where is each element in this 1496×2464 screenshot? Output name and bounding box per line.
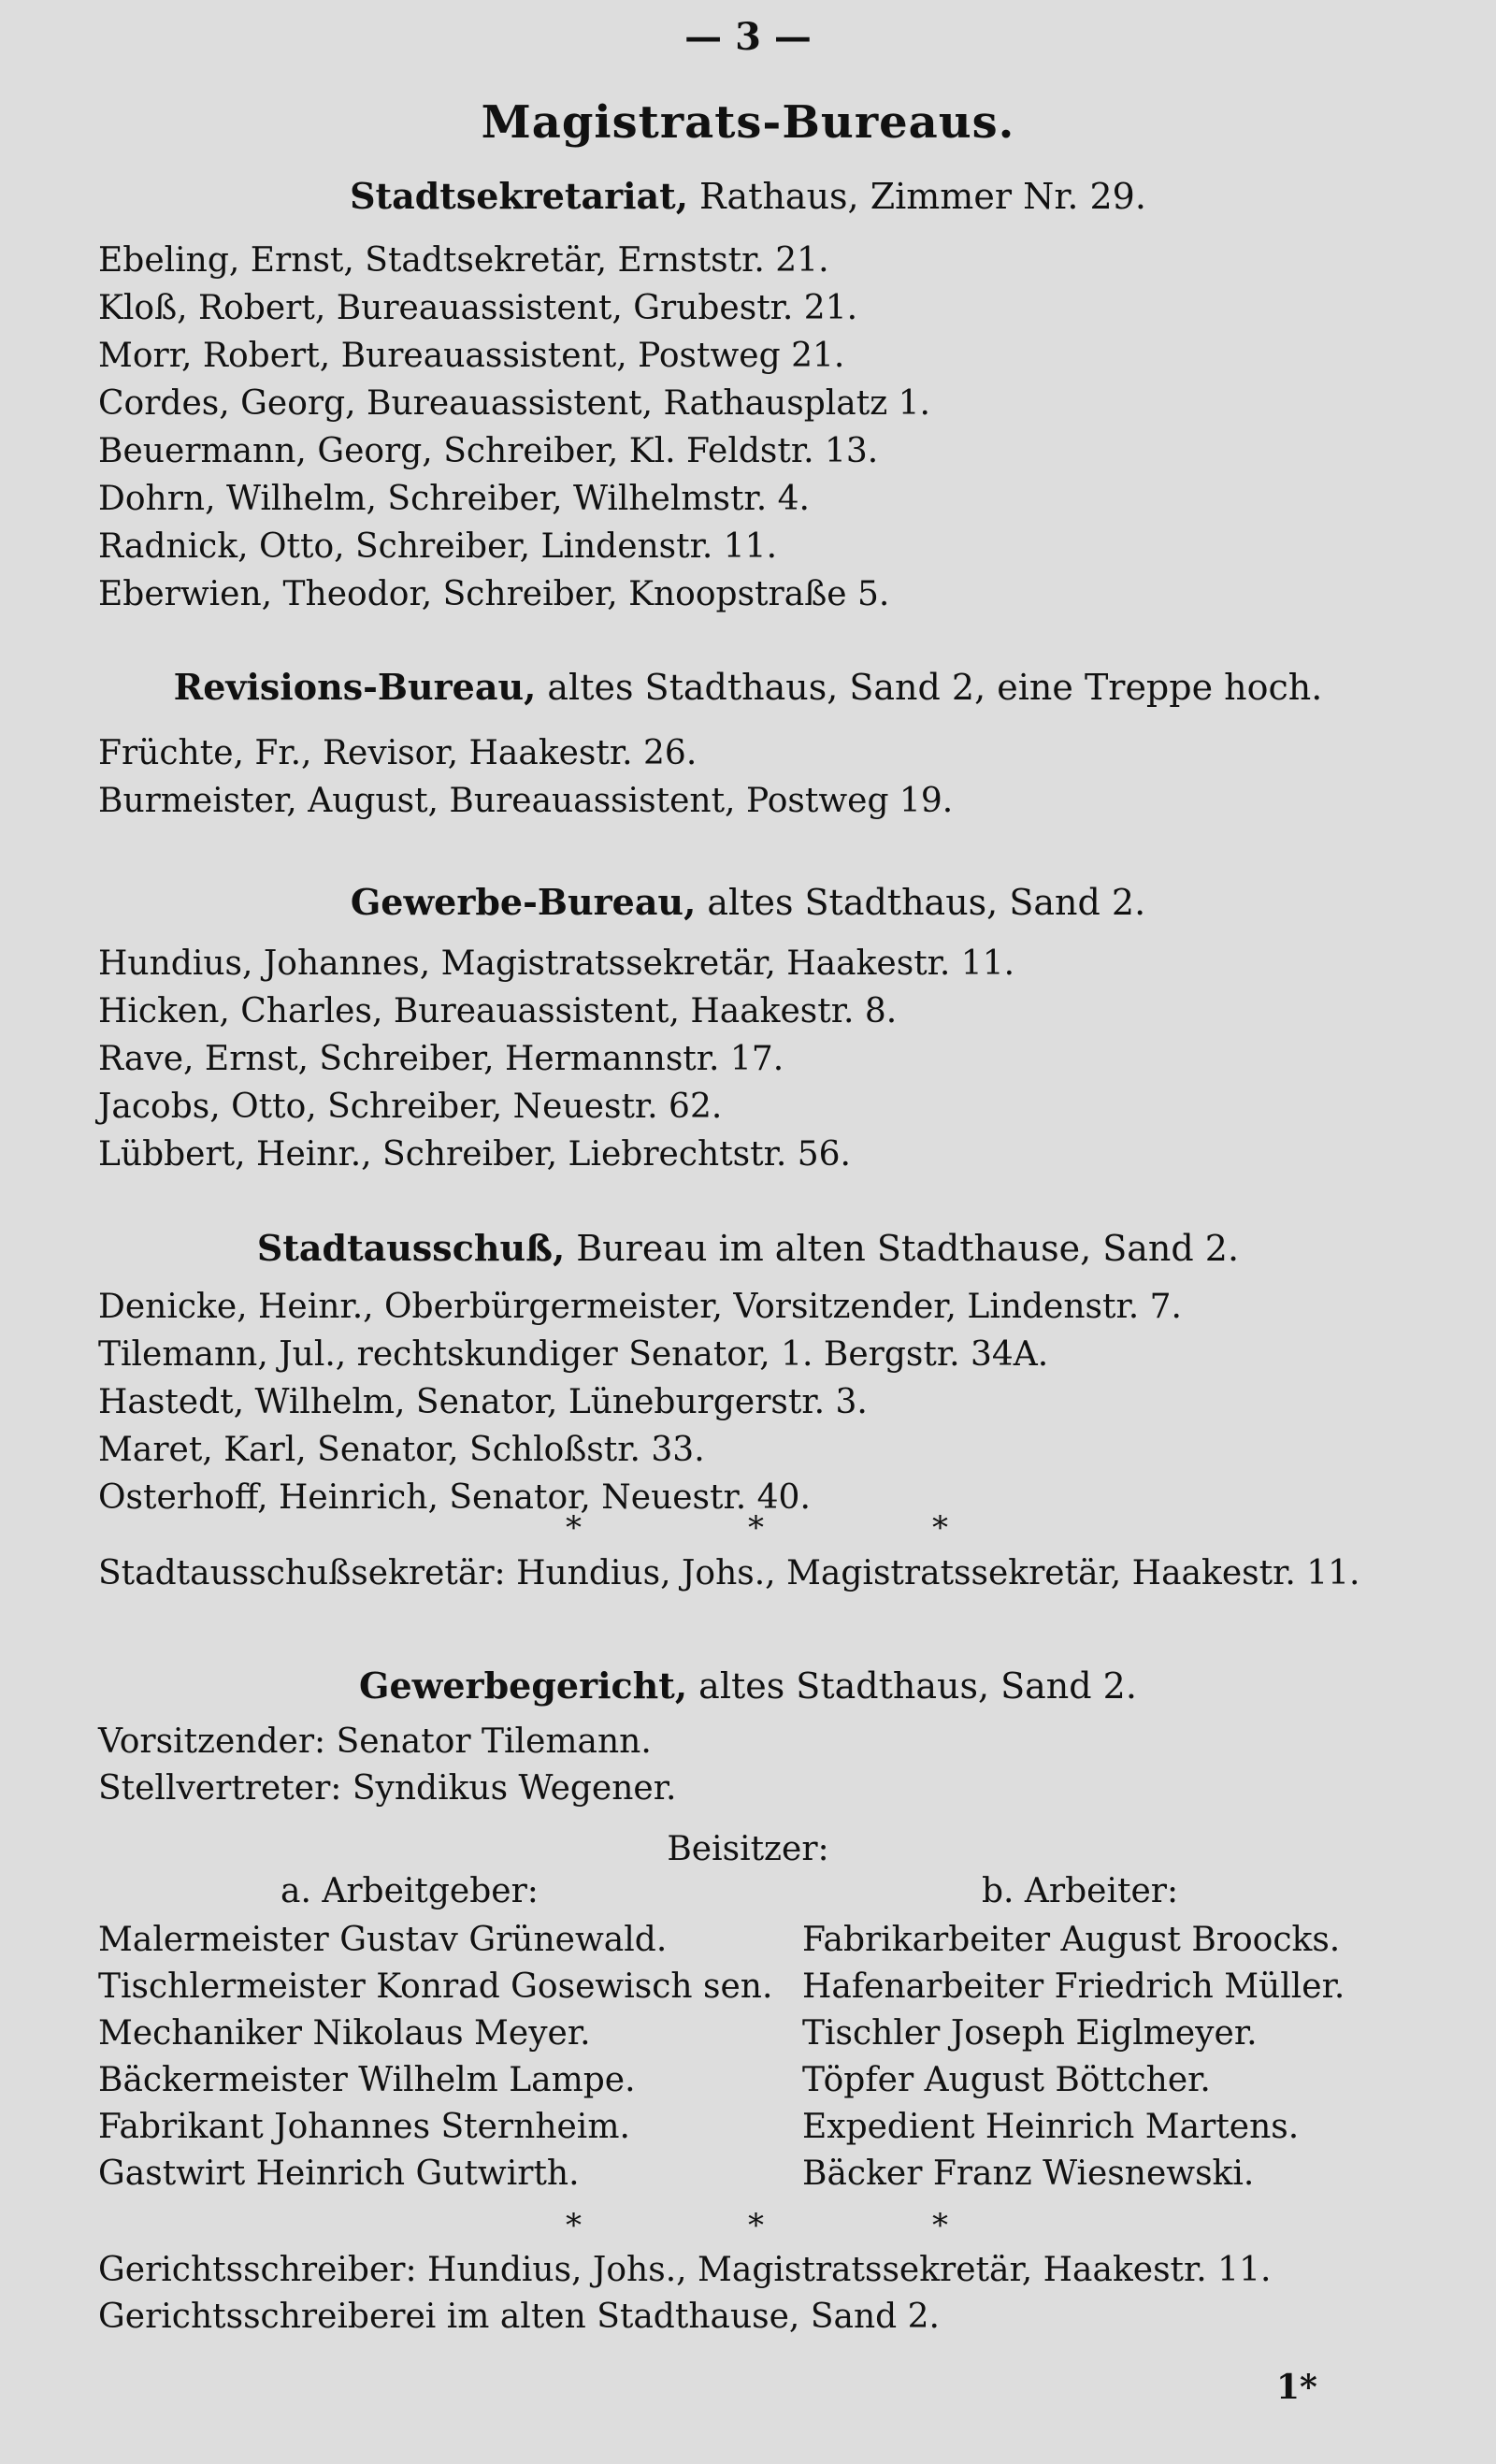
gewerbegericht-heading-name: Gewerbegericht, (359, 1664, 688, 1707)
gewerbegericht-heading (0, 1663, 1496, 1709)
list-item: Fabrikarbeiter August Broocks. (802, 1921, 1341, 1959)
revisions-bureau-heading-location: altes Stadthaus, Sand 2, eine Treppe hoch. (536, 667, 1323, 708)
list-item: Hastedt, Wilhelm, Senator, Lüneburgerstr. 3. (98, 1383, 868, 1421)
gewerbe-bureau-heading-location: altes Stadthaus, Sand 2. (696, 882, 1146, 923)
list-item: Fabrikant Johannes Sternheim. (98, 2108, 630, 2146)
separator-stars (0, 1507, 1496, 1547)
stadtausschuss-list (98, 1283, 1426, 1521)
gewerbe-bureau-heading (0, 879, 1496, 926)
employers-heading: a. Arbeitgeber: (280, 1872, 539, 1910)
gewerbegericht-office: Gerichtsschreiberei im alten Stadthause, Sand 2. (98, 2298, 940, 2336)
stadtsekretariat-heading-location: Rathaus, Zimmer Nr. 29. (687, 176, 1146, 217)
stadtsekretariat-heading-name: Stadtsekretariat, (350, 175, 688, 217)
stadtausschuss-heading-location: Bureau im alten Stadthause, Sand 2. (565, 1228, 1240, 1269)
list-item: Tilemann, Jul., rechtskundiger Senator, 1. Bergstr. 34A. (98, 1335, 1049, 1374)
gewerbe-bureau-heading-name: Gewerbe-Bureau, (350, 881, 697, 923)
stadtsekretariat-list (98, 237, 1426, 618)
list-item: Osterhoff, Heinrich, Senator, Neuestr. 40. (98, 1478, 811, 1517)
separator-star: * (566, 2207, 582, 2244)
list-item: Ebeling, Ernst, Stadtsekretär, Ernststr. 21. (98, 241, 829, 280)
list-item: Cordes, Georg, Bureauassistent, Rathausplatz 1. (98, 384, 930, 423)
list-item: Hafenarbeiter Friedrich Müller. (802, 1967, 1345, 2006)
list-item: Tischler Joseph Eiglmeyer. (802, 2014, 1258, 2053)
stadtausschuss-heading (0, 1225, 1496, 1272)
list-item: Maret, Karl, Senator, Schloßstr. 33. (98, 1431, 705, 1469)
list-item: Rave, Ernst, Schreiber, Hermannstr. 17. (98, 1040, 784, 1078)
list-item: Tischlermeister Konrad Gosewisch sen. (98, 1967, 773, 2006)
workers-heading: b. Arbeiter: (982, 1872, 1179, 1910)
list-item: Mechaniker Nikolaus Meyer. (98, 2014, 591, 2053)
list-item: Gastwirt Heinrich Gutwirth. (98, 2154, 580, 2193)
revisions-bureau-heading-name: Revisions-Bureau, (173, 666, 537, 708)
list-item: Eberwien, Theodor, Schreiber, Knoopstraße 5. (98, 575, 890, 613)
gewerbe-bureau-list (98, 940, 1426, 1178)
list-item: Töpfer August Böttcher. (802, 2061, 1211, 2099)
stadtsekretariat-heading (0, 173, 1496, 220)
signature-mark: 1* (1276, 2368, 1317, 2407)
list-item: Hicken, Charles, Bureauassistent, Haakestr. 8. (98, 992, 898, 1030)
revisions-bureau-list (98, 729, 1426, 825)
list-item: Bäcker Franz Wiesnewski. (802, 2154, 1255, 2193)
list-item: Hundius, Johannes, Magistratssekretär, Haakestr. 11. (98, 944, 1015, 983)
beisitzer-title: Beisitzer: (667, 1830, 829, 1868)
separator-stars (0, 2205, 1496, 2244)
stadtausschuss-secretary: Stadtausschußsekretär: Hundius, Johs., Magistratssekretär, Haakestr. 11. (98, 1554, 1360, 1592)
page-number: — 3 — (684, 15, 812, 59)
employers-list (98, 1917, 772, 2197)
list-item: Beuermann, Georg, Schreiber, Kl. Feldstr. 13. (98, 432, 879, 470)
list-item: Morr, Robert, Bureauassistent, Postweg 21. (98, 337, 845, 375)
list-item: Früchte, Fr., Revisor, Haakestr. 26. (98, 734, 698, 772)
separator-star: * (932, 1509, 948, 1547)
list-item: Lübbert, Heinr., Schreiber, Liebrechtstr. 56. (98, 1135, 851, 1174)
workers-list (802, 1917, 1345, 2197)
list-item: Burmeister, August, Bureauassistent, Postweg 19. (98, 782, 954, 820)
separator-star: * (748, 2207, 764, 2244)
list-item: Radnick, Otto, Schreiber, Lindenstr. 11. (98, 527, 778, 566)
list-item: Denicke, Heinr., Oberbürgermeister, Vorsitzender, Lindenstr. 7. (98, 1288, 1182, 1326)
list-item: Kloß, Robert, Bureauassistent, Grubestr. 21. (98, 289, 858, 327)
gewerbegericht-heading-location: altes Stadthaus, Sand 2. (687, 1665, 1137, 1707)
stadtausschuss-heading-name: Stadtausschuß, (256, 1227, 566, 1269)
list-item: Expedient Heinrich Martens. (802, 2108, 1300, 2146)
list-item: Bäckermeister Wilhelm Lampe. (98, 2061, 636, 2099)
separator-star: * (748, 1509, 764, 1547)
list-item: Jacobs, Otto, Schreiber, Neuestr. 62. (98, 1088, 723, 1126)
gewerbegericht-deputy: Stellvertreter: Syndikus Wegener. (98, 1769, 677, 1808)
gewerbegericht-chair: Vorsitzender: Senator Tilemann. (98, 1722, 652, 1761)
gewerbegericht-clerk: Gerichtsschreiber: Hundius, Johs., Magistratssekretär, Haakestr. 11. (98, 2251, 1272, 2289)
revisions-bureau-heading (0, 664, 1496, 711)
separator-star: * (566, 1509, 582, 1547)
list-item: Malermeister Gustav Grünewald. (98, 1921, 668, 1959)
separator-star: * (932, 2207, 948, 2244)
main-title: Magistrats-Bureaus. (481, 96, 1015, 149)
list-item: Dohrn, Wilhelm, Schreiber, Wilhelmstr. 4. (98, 480, 810, 518)
